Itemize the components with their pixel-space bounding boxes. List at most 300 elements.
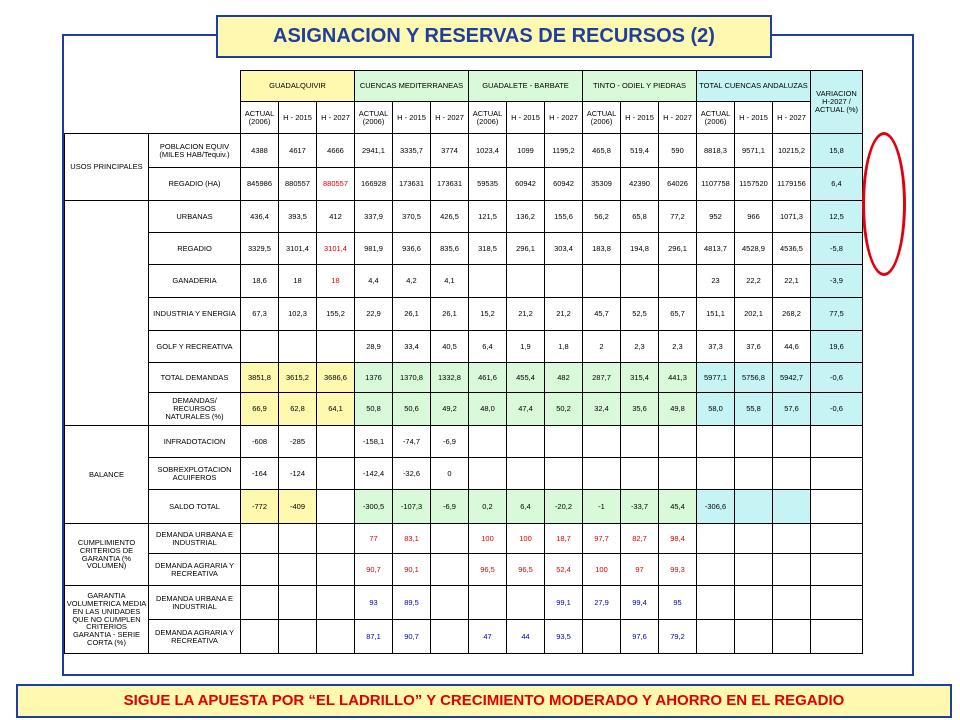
value-cell: 22,2	[735, 265, 773, 298]
value-cell	[773, 586, 811, 620]
value-cell: 2	[583, 331, 621, 363]
value-cell: 5942,7	[773, 363, 811, 393]
variation-cell	[811, 524, 863, 554]
value-cell: 173631	[431, 168, 469, 201]
value-cell: 47,4	[507, 393, 545, 426]
value-cell: -32,6	[393, 458, 431, 490]
value-cell: 4,2	[393, 265, 431, 298]
value-cell: 65,7	[659, 298, 697, 331]
value-cell: 6,4	[507, 490, 545, 524]
value-cell: 436,4	[241, 201, 279, 233]
value-cell	[773, 620, 811, 654]
value-cell: 56,2	[583, 201, 621, 233]
value-cell: 66,9	[241, 393, 279, 426]
value-cell: 100	[583, 554, 621, 586]
value-cell: 26,1	[431, 298, 469, 331]
value-cell: 880557	[279, 168, 317, 201]
value-cell: 296,1	[659, 233, 697, 265]
value-cell: 268,2	[773, 298, 811, 331]
value-cell: 62,8	[279, 393, 317, 426]
subheader-actual: ACTUAL (2006)	[583, 102, 621, 134]
group-tinto-odiel: TINTO - ODIEL Y PIEDRAS	[583, 71, 697, 102]
value-cell	[469, 426, 507, 458]
variation-cell: -3,9	[811, 265, 863, 298]
value-cell	[735, 524, 773, 554]
value-cell: 194,8	[621, 233, 659, 265]
value-cell: 1157520	[735, 168, 773, 201]
value-cell: 3101,4	[317, 233, 355, 265]
value-cell	[507, 458, 545, 490]
value-cell	[773, 524, 811, 554]
value-cell	[621, 426, 659, 458]
variation-cell: 6,4	[811, 168, 863, 201]
value-cell: 835,6	[431, 233, 469, 265]
variation-cell: -5,8	[811, 233, 863, 265]
value-cell: 52,4	[545, 554, 583, 586]
value-cell	[735, 458, 773, 490]
variation-cell	[811, 586, 863, 620]
table-row	[65, 620, 863, 654]
value-cell: 461,6	[469, 363, 507, 393]
subheader-h2015: H - 2015	[279, 102, 317, 134]
value-cell: 441,3	[659, 363, 697, 393]
value-cell: 155,6	[545, 201, 583, 233]
value-cell: 202,1	[735, 298, 773, 331]
value-cell: 1071,3	[773, 201, 811, 233]
value-cell: -306,6	[697, 490, 735, 524]
value-cell: 981,9	[355, 233, 393, 265]
value-cell: 96,5	[507, 554, 545, 586]
value-cell: 6,4	[469, 331, 507, 363]
value-cell: 42390	[621, 168, 659, 201]
value-cell: 1195,2	[545, 134, 583, 168]
value-cell: 4617	[279, 134, 317, 168]
value-cell: 4,1	[431, 265, 469, 298]
value-cell: 26,1	[393, 298, 431, 331]
value-cell: 45,7	[583, 298, 621, 331]
value-cell	[241, 586, 279, 620]
value-cell: -6,9	[431, 490, 469, 524]
value-cell: 89,5	[393, 586, 431, 620]
value-cell: 99,4	[621, 586, 659, 620]
value-cell: 15,2	[469, 298, 507, 331]
value-cell: 1,9	[507, 331, 545, 363]
value-cell	[241, 554, 279, 586]
value-cell	[545, 265, 583, 298]
subheader-actual: ACTUAL (2006)	[697, 102, 735, 134]
value-cell: 315,4	[621, 363, 659, 393]
table-row	[65, 586, 863, 620]
value-cell: 4528,9	[735, 233, 773, 265]
value-cell: 100	[469, 524, 507, 554]
value-cell	[507, 586, 545, 620]
table-row	[65, 524, 863, 554]
row-label: TOTAL DEMANDAS	[149, 363, 241, 393]
value-cell: 50,2	[545, 393, 583, 426]
value-cell: 44,6	[773, 331, 811, 363]
value-cell	[317, 524, 355, 554]
value-cell: 90,7	[393, 620, 431, 654]
value-cell: 412	[317, 201, 355, 233]
category-cell: GARANTIA VOLUMETRICA MEDIA EN LAS UNIDADES QUE NO CUMPLEN CRITERIOS GARANTIA - SERIE CORTA (%)	[65, 586, 149, 654]
value-cell: 936,6	[393, 233, 431, 265]
value-cell	[773, 554, 811, 586]
value-cell: 60942	[507, 168, 545, 201]
value-cell: 79,2	[659, 620, 697, 654]
value-cell	[469, 265, 507, 298]
value-cell: 455,4	[507, 363, 545, 393]
value-cell: 393,5	[279, 201, 317, 233]
value-cell	[735, 554, 773, 586]
value-cell: 952	[697, 201, 735, 233]
value-cell: 27,9	[583, 586, 621, 620]
value-cell: 9571,1	[735, 134, 773, 168]
row-label: DEMANDAS/ RECURSOS NATURALES (%)	[149, 393, 241, 426]
value-cell	[279, 554, 317, 586]
table-row	[65, 331, 863, 363]
value-cell: 5977,1	[697, 363, 735, 393]
value-cell	[317, 554, 355, 586]
value-cell: 23	[697, 265, 735, 298]
value-cell: 18	[317, 265, 355, 298]
value-cell	[621, 265, 659, 298]
value-cell: 50,8	[355, 393, 393, 426]
value-cell: 2,3	[659, 331, 697, 363]
value-cell: 18,6	[241, 265, 279, 298]
group-guadalete-barbate: GUADALETE - BARBATE	[469, 71, 583, 102]
value-cell: 0,2	[469, 490, 507, 524]
variation-cell: 12,5	[811, 201, 863, 233]
value-cell: 90,7	[355, 554, 393, 586]
row-label: URBANAS	[149, 201, 241, 233]
value-cell: 151,1	[697, 298, 735, 331]
value-cell	[773, 426, 811, 458]
table-row	[65, 265, 863, 298]
value-cell	[469, 458, 507, 490]
value-cell: 98,4	[659, 524, 697, 554]
value-cell: 3615,2	[279, 363, 317, 393]
category-cell: USOS PRINCIPALES	[65, 134, 149, 201]
variation-cell	[811, 458, 863, 490]
value-cell	[317, 490, 355, 524]
value-cell: -300,5	[355, 490, 393, 524]
subheader-h2027: H - 2027	[659, 102, 697, 134]
value-cell: 296,1	[507, 233, 545, 265]
resources-table-wrap	[64, 70, 863, 654]
subheader-h2027: H - 2027	[431, 102, 469, 134]
value-cell: 1332,8	[431, 363, 469, 393]
value-cell: 3101,4	[279, 233, 317, 265]
value-cell: 99,1	[545, 586, 583, 620]
value-cell: 10215,2	[773, 134, 811, 168]
value-cell: 97,6	[621, 620, 659, 654]
value-cell: 173631	[393, 168, 431, 201]
value-cell: 47	[469, 620, 507, 654]
value-cell	[507, 426, 545, 458]
subheader-actual: ACTUAL (2006)	[355, 102, 393, 134]
value-cell: 3329,5	[241, 233, 279, 265]
variation-cell	[811, 554, 863, 586]
value-cell: 77	[355, 524, 393, 554]
value-cell: 45,4	[659, 490, 697, 524]
value-cell	[279, 331, 317, 363]
value-cell: 18	[279, 265, 317, 298]
value-cell: 370,5	[393, 201, 431, 233]
value-cell: 303,4	[545, 233, 583, 265]
group-mediterraneas: CUENCAS MEDITERRANEAS	[355, 71, 469, 102]
value-cell: 21,2	[545, 298, 583, 331]
value-cell: 966	[735, 201, 773, 233]
value-cell	[659, 458, 697, 490]
value-cell	[507, 265, 545, 298]
group-guadalquivir: GUADALQUIVIR	[241, 71, 355, 102]
category-cell	[65, 201, 149, 426]
value-cell: -20,2	[545, 490, 583, 524]
value-cell: 57,6	[773, 393, 811, 426]
value-cell: -158,1	[355, 426, 393, 458]
value-cell: 22,9	[355, 298, 393, 331]
value-cell: 28,9	[355, 331, 393, 363]
value-cell: 0	[431, 458, 469, 490]
value-cell: 58,0	[697, 393, 735, 426]
value-cell	[697, 524, 735, 554]
subheader-h2015: H - 2015	[507, 102, 545, 134]
value-cell: 102,3	[279, 298, 317, 331]
value-cell	[545, 458, 583, 490]
value-cell	[317, 426, 355, 458]
value-cell: 287,7	[583, 363, 621, 393]
value-cell: 2941,1	[355, 134, 393, 168]
value-cell: 65,8	[621, 201, 659, 233]
value-cell: 32,4	[583, 393, 621, 426]
table-row	[65, 201, 863, 233]
value-cell: 136,2	[507, 201, 545, 233]
value-cell: 93	[355, 586, 393, 620]
value-cell: -124	[279, 458, 317, 490]
value-cell: 482	[545, 363, 583, 393]
footer-banner: SIGUE LA APUESTA POR “EL LADRILLO” Y CRECIMIENTO MODERADO Y AHORRO EN EL REGADIO	[16, 684, 952, 718]
value-cell: 3686,6	[317, 363, 355, 393]
value-cell	[317, 331, 355, 363]
row-label: INFRADOTACION	[149, 426, 241, 458]
row-label: SALDO TOTAL	[149, 490, 241, 524]
value-cell: 59535	[469, 168, 507, 201]
variation-header: VARIACION H-2027 / ACTUAL (%)	[811, 71, 863, 134]
value-cell: -6,9	[431, 426, 469, 458]
value-cell	[621, 458, 659, 490]
value-cell: 100	[507, 524, 545, 554]
highlight-oval	[862, 132, 906, 276]
value-cell	[431, 554, 469, 586]
value-cell: 1,8	[545, 331, 583, 363]
value-cell: -74,7	[393, 426, 431, 458]
value-cell: 33,4	[393, 331, 431, 363]
value-cell: 4813,7	[697, 233, 735, 265]
value-cell: 67,3	[241, 298, 279, 331]
variation-cell: -0,6	[811, 363, 863, 393]
value-cell: -33,7	[621, 490, 659, 524]
value-cell: 4536,5	[773, 233, 811, 265]
value-cell: 318,5	[469, 233, 507, 265]
subheader-h2027: H - 2027	[317, 102, 355, 134]
variation-cell: 77,5	[811, 298, 863, 331]
row-label: INDUSTRIA Y ENERGIA	[149, 298, 241, 331]
value-cell: 8818,3	[697, 134, 735, 168]
value-cell: 64,1	[317, 393, 355, 426]
row-label: REGADIO (HA)	[149, 168, 241, 201]
value-cell: -1	[583, 490, 621, 524]
value-cell: 590	[659, 134, 697, 168]
value-cell: 4388	[241, 134, 279, 168]
value-cell: 83,1	[393, 524, 431, 554]
value-cell	[583, 265, 621, 298]
value-cell: 37,6	[735, 331, 773, 363]
row-label: DEMANDA URBANA E INDUSTRIAL	[149, 524, 241, 554]
value-cell: 21,2	[507, 298, 545, 331]
value-cell	[735, 426, 773, 458]
value-cell: 99,3	[659, 554, 697, 586]
table-row	[65, 363, 863, 393]
value-cell: 1376	[355, 363, 393, 393]
value-cell: 121,5	[469, 201, 507, 233]
value-cell: 4,4	[355, 265, 393, 298]
value-cell	[697, 620, 735, 654]
subheader-actual: ACTUAL (2006)	[469, 102, 507, 134]
value-cell: -409	[279, 490, 317, 524]
value-cell: 1099	[507, 134, 545, 168]
value-cell: 1023,4	[469, 134, 507, 168]
value-cell: 95	[659, 586, 697, 620]
subheader-h2027: H - 2027	[545, 102, 583, 134]
value-cell: -107,3	[393, 490, 431, 524]
value-cell: 97	[621, 554, 659, 586]
table-row	[65, 134, 863, 168]
variation-cell: 19,6	[811, 331, 863, 363]
table-row	[65, 426, 863, 458]
variation-cell: -0,6	[811, 393, 863, 426]
value-cell	[659, 265, 697, 298]
value-cell: 519,4	[621, 134, 659, 168]
value-cell: 77,2	[659, 201, 697, 233]
variation-cell: 15,8	[811, 134, 863, 168]
value-cell	[279, 524, 317, 554]
value-cell: 183,8	[583, 233, 621, 265]
variation-cell	[811, 426, 863, 458]
value-cell: 4666	[317, 134, 355, 168]
value-cell	[583, 620, 621, 654]
value-cell: 18,7	[545, 524, 583, 554]
value-cell	[697, 426, 735, 458]
value-cell: 337,9	[355, 201, 393, 233]
category-cell: BALANCE	[65, 426, 149, 524]
value-cell: 1179156	[773, 168, 811, 201]
row-label: DEMANDA URBANA E INDUSTRIAL	[149, 586, 241, 620]
group-total: TOTAL CUENCAS ANDALUZAS	[697, 71, 811, 102]
value-cell: 55,8	[735, 393, 773, 426]
value-cell	[241, 331, 279, 363]
value-cell: 880557	[317, 168, 355, 201]
value-cell: -142,4	[355, 458, 393, 490]
subheader-h2015: H - 2015	[735, 102, 773, 134]
value-cell	[735, 586, 773, 620]
value-cell	[469, 586, 507, 620]
value-cell: 35309	[583, 168, 621, 201]
table-row	[65, 393, 863, 426]
row-label: DEMANDA AGRARIA Y RECREATIVA	[149, 620, 241, 654]
value-cell: 49,8	[659, 393, 697, 426]
value-cell: 3851,8	[241, 363, 279, 393]
category-cell: CUMPLIMIENTO CRITERIOS DE GARANTIA (% VOLUMEN)	[65, 524, 149, 586]
value-cell	[735, 490, 773, 524]
table-row	[65, 490, 863, 524]
table-row	[65, 168, 863, 201]
value-cell: 465,8	[583, 134, 621, 168]
value-cell: 50,6	[393, 393, 431, 426]
row-label: DEMANDA AGRARIA Y RECREATIVA	[149, 554, 241, 586]
value-cell: 3335,7	[393, 134, 431, 168]
value-cell: 60942	[545, 168, 583, 201]
value-cell	[697, 554, 735, 586]
table-row	[65, 298, 863, 331]
subheader-h2015: H - 2015	[393, 102, 431, 134]
value-cell	[697, 458, 735, 490]
value-cell	[659, 426, 697, 458]
value-cell: 1370,8	[393, 363, 431, 393]
subheader-h2015: H - 2015	[621, 102, 659, 134]
value-cell: 49,2	[431, 393, 469, 426]
value-cell	[431, 524, 469, 554]
value-cell	[697, 586, 735, 620]
value-cell: 22,1	[773, 265, 811, 298]
value-cell	[241, 524, 279, 554]
value-cell	[735, 620, 773, 654]
value-cell: 37,3	[697, 331, 735, 363]
value-cell	[431, 586, 469, 620]
value-cell: 5756,8	[735, 363, 773, 393]
subheader-actual: ACTUAL (2006)	[241, 102, 279, 134]
row-label: POBLACION EQUIV (MILES HAB/Tequiv.)	[149, 134, 241, 168]
resources-table	[64, 70, 863, 654]
value-cell: -772	[241, 490, 279, 524]
value-cell	[317, 458, 355, 490]
variation-cell	[811, 490, 863, 524]
value-cell: 82,7	[621, 524, 659, 554]
value-cell	[279, 620, 317, 654]
value-cell	[583, 458, 621, 490]
row-label: GANADERIA	[149, 265, 241, 298]
value-cell	[773, 490, 811, 524]
value-cell	[317, 586, 355, 620]
value-cell	[545, 426, 583, 458]
value-cell: 2,3	[621, 331, 659, 363]
value-cell: 64026	[659, 168, 697, 201]
value-cell: 3774	[431, 134, 469, 168]
table-row	[65, 233, 863, 265]
value-cell	[241, 620, 279, 654]
value-cell: 48,0	[469, 393, 507, 426]
value-cell: -608	[241, 426, 279, 458]
value-cell	[317, 620, 355, 654]
value-cell: 87,1	[355, 620, 393, 654]
value-cell	[431, 620, 469, 654]
table-body	[65, 134, 863, 654]
value-cell: 44	[507, 620, 545, 654]
table-row	[65, 554, 863, 586]
value-cell: 90,1	[393, 554, 431, 586]
value-cell: 426,5	[431, 201, 469, 233]
subheader-h2027: H - 2027	[773, 102, 811, 134]
value-cell: 166928	[355, 168, 393, 201]
